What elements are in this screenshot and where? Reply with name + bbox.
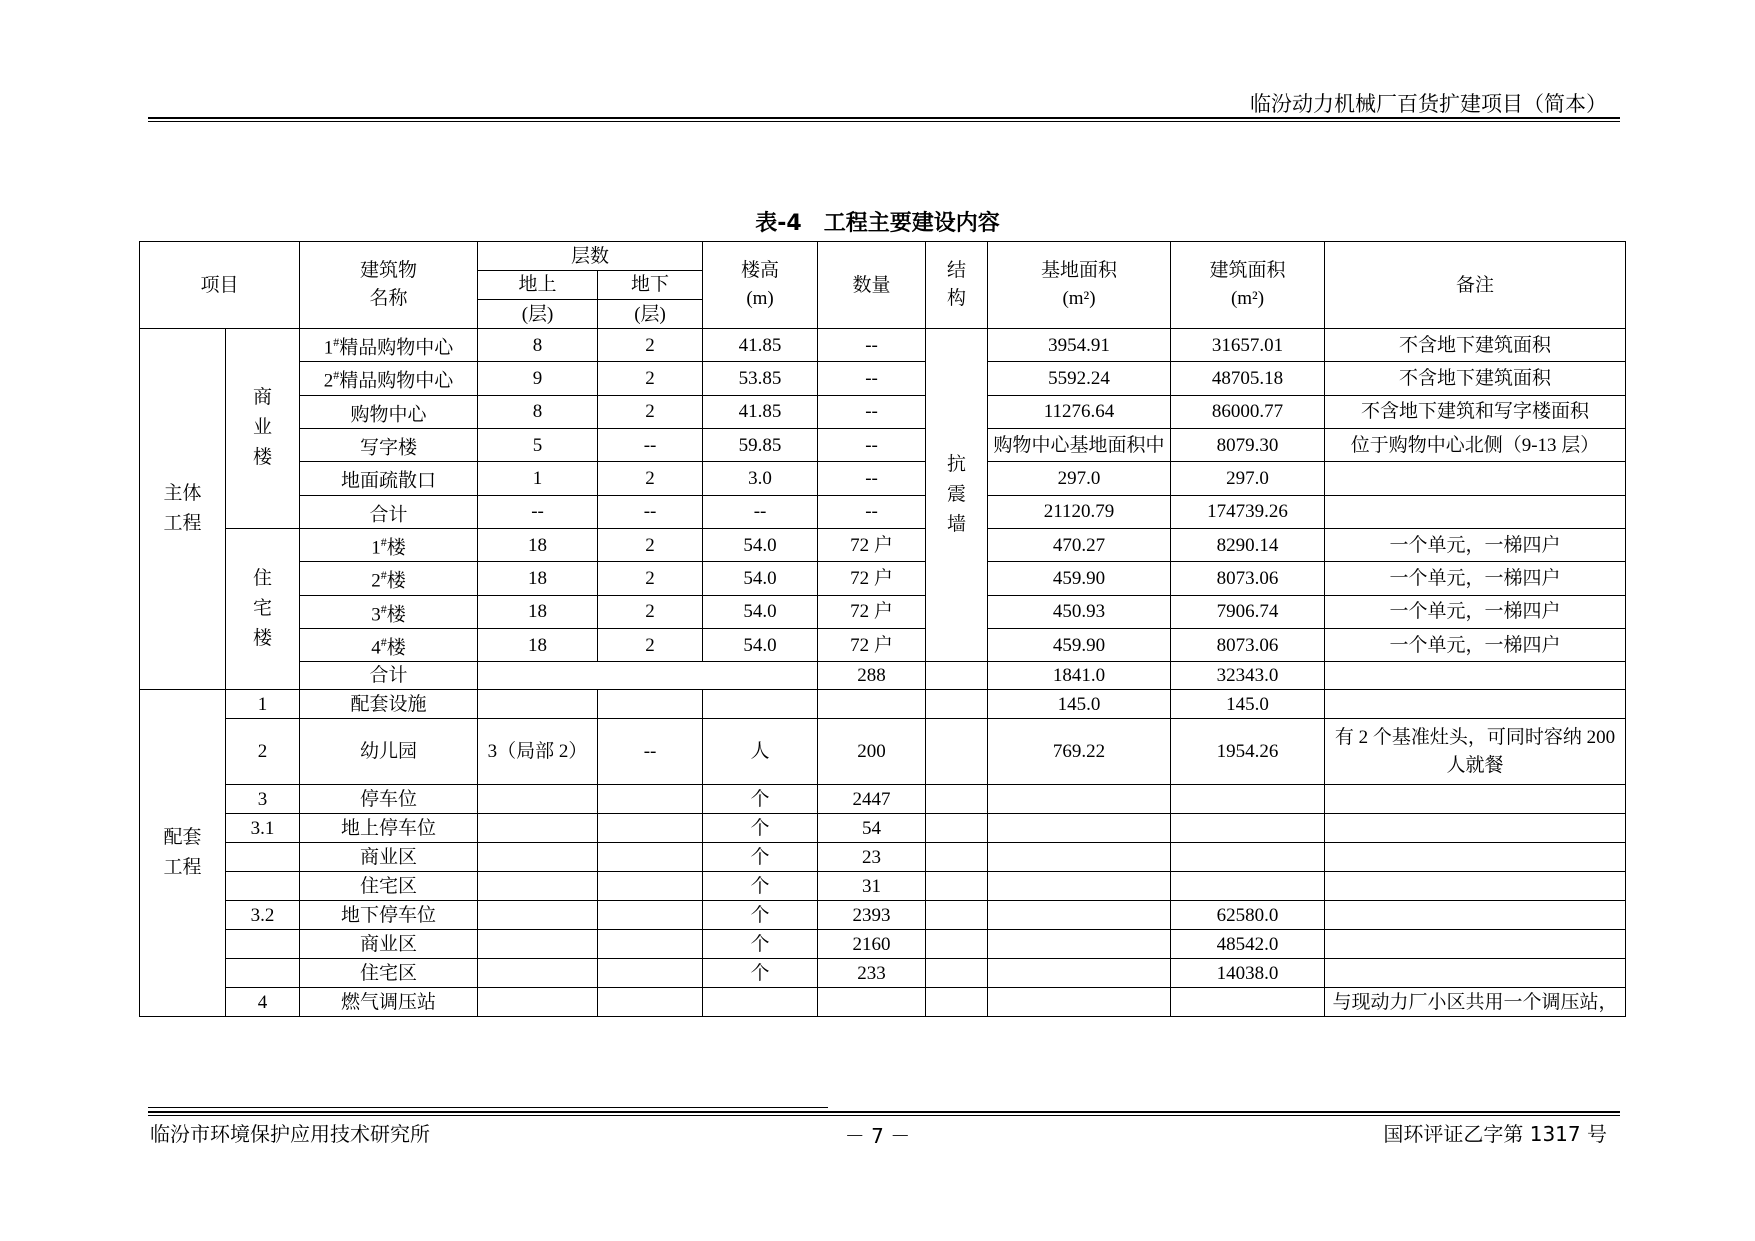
table-row (140, 428, 1626, 461)
table-cell: 一个单元，一梯四户 (1325, 628, 1626, 661)
facility-name: 配套设施 (300, 690, 478, 719)
footer-rule-short (148, 1107, 828, 1108)
facility-name: 商业区 (300, 843, 478, 872)
table-cell (478, 959, 598, 988)
table-cell: 个 (703, 959, 818, 988)
table-cell (598, 872, 703, 901)
header-base-area: 基地面积 (m²) (988, 242, 1171, 329)
table-cell (478, 814, 598, 843)
table-cell: 54.0 (703, 628, 818, 661)
table-cell: 1954.26 (1171, 719, 1325, 785)
group-commercial: 商 业 楼 (226, 329, 300, 529)
facility-name: 住宅区 (300, 959, 478, 988)
table-row (140, 719, 1626, 785)
table-cell: 个 (703, 930, 818, 959)
table-cell: 8290.14 (1171, 528, 1325, 561)
table-cell (818, 988, 926, 1017)
table-cell (703, 690, 818, 719)
building-name: 合计 (300, 495, 478, 528)
table-cell: 2447 (818, 785, 926, 814)
table-cell: 14038.0 (1171, 959, 1325, 988)
table-cell: 54 (818, 814, 926, 843)
table-cell (926, 814, 988, 843)
table-cell: 8 (478, 395, 598, 428)
building-name: 3#楼 (300, 595, 478, 628)
table-cell: 145.0 (1171, 690, 1325, 719)
table-cell: 54.0 (703, 528, 818, 561)
table-cell: 3（局部 2） (478, 719, 598, 785)
table-cell (1325, 495, 1626, 528)
table-cell: 200 (818, 719, 926, 785)
table-cell: 8073.06 (1171, 562, 1325, 595)
table-cell (988, 959, 1171, 988)
table-row (140, 843, 1626, 872)
footer-rule (148, 1111, 1620, 1113)
table-cell (988, 901, 1171, 930)
table-cell: 7906.74 (1171, 595, 1325, 628)
total-label: 合计 (300, 662, 478, 690)
table-cell: 32343.0 (1171, 662, 1325, 690)
table-cell: 18 (478, 562, 598, 595)
facility-name: 商业区 (300, 930, 478, 959)
table-cell: -- (598, 428, 703, 461)
table-cell: 459.90 (988, 628, 1171, 661)
table-cell (1325, 462, 1626, 495)
table-cell: 86000.77 (1171, 395, 1325, 428)
building-name: 2#精品购物中心 (300, 362, 478, 395)
table-cell: 145.0 (988, 690, 1171, 719)
table-cell: 54.0 (703, 595, 818, 628)
table-cell: 与现动力厂小区共用一个调压站， (1325, 988, 1626, 1017)
table-cell: 一个单元，一梯四户 (1325, 562, 1626, 595)
header-rule-thin (148, 121, 1620, 122)
table-cell: 1841.0 (988, 662, 1171, 690)
table-cell (988, 814, 1171, 843)
table-cell (478, 690, 598, 719)
table-cell: -- (478, 495, 598, 528)
table-cell: 2 (598, 562, 703, 595)
header-rule (148, 117, 1620, 119)
table-cell: 297.0 (1171, 462, 1325, 495)
table-cell: 5592.24 (988, 362, 1171, 395)
table-cell (926, 959, 988, 988)
table-cell: 不含地下建筑面积 (1325, 362, 1626, 395)
table-row (140, 872, 1626, 901)
group-structure: 抗 震 墙 (926, 329, 988, 662)
table-cell: 11276.64 (988, 395, 1171, 428)
table-cell (1325, 872, 1626, 901)
row-number: 3 (226, 785, 300, 814)
table-cell: 人 (703, 719, 818, 785)
facility-name: 地上停车位 (300, 814, 478, 843)
facility-name: 停车位 (300, 785, 478, 814)
table-cell: 72 户 (818, 628, 926, 661)
table-caption: 表-4 工程主要建设内容 (755, 211, 1000, 236)
table-cell: 48542.0 (1171, 930, 1325, 959)
table-cell: -- (818, 428, 926, 461)
table-cell: 59.85 (703, 428, 818, 461)
header-count: 数量 (818, 242, 926, 329)
footer-organization: 临汾市环境保护应用技术研究所 (150, 1122, 430, 1146)
building-name: 4#楼 (300, 628, 478, 661)
table-cell: 450.93 (988, 595, 1171, 628)
table-cell: 3.0 (703, 462, 818, 495)
table-cell: 个 (703, 872, 818, 901)
row-number (226, 930, 300, 959)
table-row (140, 930, 1626, 959)
table-cell: -- (818, 462, 926, 495)
header-above: 地上 (478, 271, 598, 300)
table-cell (988, 785, 1171, 814)
group-residential: 住 宅 楼 (226, 528, 300, 689)
table-cell: -- (818, 329, 926, 362)
table-row (140, 562, 1626, 595)
table-cell: 21120.79 (988, 495, 1171, 528)
table-cell: 459.90 (988, 562, 1171, 595)
table-row (140, 690, 1626, 719)
table-cell (478, 988, 598, 1017)
table-cell (478, 930, 598, 959)
page-number: － 7 － (844, 1124, 911, 1148)
table-cell: 62580.0 (1171, 901, 1325, 930)
table-cell (478, 843, 598, 872)
table-cell (926, 719, 988, 785)
table-cell (1171, 814, 1325, 843)
table-cell: -- (598, 495, 703, 528)
table-cell: 297.0 (988, 462, 1171, 495)
row-number: 3.2 (226, 901, 300, 930)
building-name: 地面疏散口 (300, 462, 478, 495)
table-cell: 位于购物中心北侧（9-13 层） (1325, 428, 1626, 461)
table-cell (926, 872, 988, 901)
table-cell: 2160 (818, 930, 926, 959)
table-cell: 174739.26 (1171, 495, 1325, 528)
table-cell: 54.0 (703, 562, 818, 595)
table-cell: 个 (703, 814, 818, 843)
table-cell (1171, 872, 1325, 901)
header-note: 备注 (1325, 242, 1626, 329)
table-cell (926, 843, 988, 872)
table-cell: 18 (478, 528, 598, 561)
table-cell: 个 (703, 785, 818, 814)
facility-name: 幼儿园 (300, 719, 478, 785)
building-name: 1#楼 (300, 528, 478, 561)
facility-name: 住宅区 (300, 872, 478, 901)
building-name: 1#精品购物中心 (300, 329, 478, 362)
table-cell: 购物中心基地面积中 (988, 428, 1171, 461)
table-cell (478, 662, 818, 690)
table-cell: 2 (598, 462, 703, 495)
table-cell (926, 690, 988, 719)
table-cell: 72 户 (818, 595, 926, 628)
table-cell: 18 (478, 595, 598, 628)
table-cell (1171, 785, 1325, 814)
footer-certificate: 国环评证乙字第 1317 号 (1383, 1122, 1607, 1146)
table-cell: 2 (598, 362, 703, 395)
group-main-project: 主体 工程 (140, 329, 226, 690)
table-cell: 个 (703, 901, 818, 930)
table-cell (478, 901, 598, 930)
table-cell (926, 785, 988, 814)
table-row (140, 901, 1626, 930)
row-number (226, 959, 300, 988)
table-cell (926, 930, 988, 959)
group-support-project: 配套 工程 (140, 690, 226, 1017)
table-cell: 2 (598, 329, 703, 362)
table-cell: 8073.06 (1171, 628, 1325, 661)
table-cell: 18 (478, 628, 598, 661)
row-number: 4 (226, 988, 300, 1017)
table-cell (988, 930, 1171, 959)
table-cell (926, 988, 988, 1017)
table-cell (818, 690, 926, 719)
header-building-name: 建筑物 名称 (300, 242, 478, 329)
table-row (140, 395, 1626, 428)
row-number (226, 843, 300, 872)
facility-name: 地下停车位 (300, 901, 478, 930)
table-cell: 1 (478, 462, 598, 495)
table-cell: 31657.01 (1171, 329, 1325, 362)
table-cell (478, 872, 598, 901)
table-cell (1325, 930, 1626, 959)
table-row (140, 329, 1626, 362)
header-build-area: 建筑面积 (m²) (1171, 242, 1325, 329)
table-cell (598, 785, 703, 814)
table-cell: 8 (478, 329, 598, 362)
table-cell: 470.27 (988, 528, 1171, 561)
table-cell: -- (818, 395, 926, 428)
table-cell (1325, 662, 1626, 690)
table-cell: -- (598, 719, 703, 785)
row-number: 3.1 (226, 814, 300, 843)
table-cell: 个 (703, 843, 818, 872)
table-cell (703, 988, 818, 1017)
table-row (140, 495, 1626, 528)
table-cell: 5 (478, 428, 598, 461)
table-cell: 2 (598, 628, 703, 661)
table-cell: -- (818, 362, 926, 395)
row-number (226, 872, 300, 901)
table-row (140, 362, 1626, 395)
row-number: 1 (226, 690, 300, 719)
table-cell: 233 (818, 959, 926, 988)
table-cell (598, 988, 703, 1017)
table-cell (988, 988, 1171, 1017)
table-cell (1325, 959, 1626, 988)
table-cell: 3954.91 (988, 329, 1171, 362)
table-cell: 不含地下建筑面积 (1325, 329, 1626, 362)
table-cell: 48705.18 (1171, 362, 1325, 395)
table-cell (1171, 843, 1325, 872)
table-cell: 72 户 (818, 562, 926, 595)
table-cell: 2393 (818, 901, 926, 930)
table-cell (988, 872, 1171, 901)
header-below: 地下 (598, 271, 703, 300)
header-above-unit: (层) (478, 300, 598, 329)
table-cell (926, 662, 988, 690)
table-row (140, 528, 1626, 561)
table-cell: 8079.30 (1171, 428, 1325, 461)
table-row (140, 814, 1626, 843)
table-cell: 41.85 (703, 329, 818, 362)
facility-name: 燃气调压站 (300, 988, 478, 1017)
table-cell (1325, 690, 1626, 719)
footer-rule-thin (148, 1115, 1620, 1116)
table-cell: 一个单元，一梯四户 (1325, 528, 1626, 561)
table-cell: 769.22 (988, 719, 1171, 785)
table-cell: 72 户 (818, 528, 926, 561)
table-cell (598, 690, 703, 719)
row-number: 2 (226, 719, 300, 785)
table-row (140, 959, 1626, 988)
table-cell (598, 959, 703, 988)
table-cell (598, 814, 703, 843)
table-cell (598, 901, 703, 930)
table-cell (1325, 901, 1626, 930)
table-row (140, 595, 1626, 628)
header-floors: 层数 (478, 242, 703, 271)
table-cell: 2 (598, 595, 703, 628)
table-cell: 2 (598, 395, 703, 428)
table-cell: 53.85 (703, 362, 818, 395)
table-cell (1325, 785, 1626, 814)
table-cell (598, 843, 703, 872)
table-row (140, 785, 1626, 814)
construction-content-table (139, 241, 1626, 1017)
table-cell (1325, 843, 1626, 872)
table-cell: 31 (818, 872, 926, 901)
table-cell: 41.85 (703, 395, 818, 428)
table-cell (1171, 988, 1325, 1017)
table-row (140, 462, 1626, 495)
table-cell (1325, 814, 1626, 843)
header-below-unit: (层) (598, 300, 703, 329)
building-name: 2#楼 (300, 562, 478, 595)
building-name: 写字楼 (300, 428, 478, 461)
table-cell: 288 (818, 662, 926, 690)
table-row (140, 628, 1626, 661)
header-structure: 结 构 (926, 242, 988, 329)
header-height: 楼高 (m) (703, 242, 818, 329)
table-cell (478, 785, 598, 814)
table-cell: 2 (598, 528, 703, 561)
table-cell: 一个单元，一梯四户 (1325, 595, 1626, 628)
table-cell: 9 (478, 362, 598, 395)
document-header-title: 临汾动力机械厂百货扩建项目（简本） (1250, 92, 1607, 116)
table-cell: 23 (818, 843, 926, 872)
table-cell: -- (818, 495, 926, 528)
table-row (140, 988, 1626, 1017)
table-cell (926, 901, 988, 930)
table-cell: 有 2 个基准灶头，可同时容纳 200 人就餐 (1325, 719, 1626, 785)
table-cell: -- (703, 495, 818, 528)
table-cell (988, 843, 1171, 872)
header-item: 项目 (140, 242, 300, 329)
table-cell: 不含地下建筑和写字楼面积 (1325, 395, 1626, 428)
table-row-total (140, 662, 1626, 690)
table-cell (598, 930, 703, 959)
building-name: 购物中心 (300, 395, 478, 428)
